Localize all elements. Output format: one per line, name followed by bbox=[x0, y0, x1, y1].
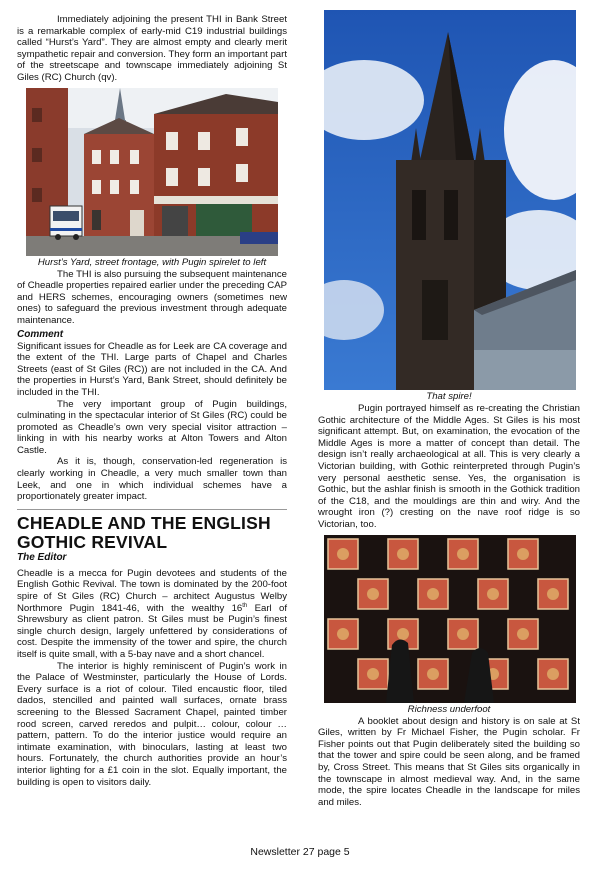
comment-heading: Comment bbox=[17, 328, 64, 340]
photo-hursts-yard bbox=[26, 88, 278, 256]
article2-para2: The interior is highly reminiscent of Pugin’s work in the Palace of Westminster, particularly the House of Lords. Every surface is a riot of colour. Tiled encaustic floor, tiled dados, stencilled and painted wall surfaces, ornate brass screening to the Blessed Sacrament Chapel, painted timber rood screen, carved reredos and pulpit… colour, colour … pattern, pattern. To do the interior justice would require an intimate examination, with binoculars, lasting at least two hours. Fortunately, the church authorities provide an hour’s interior lighting for a £1 coin in the slot. Equally important, the building is open to visitors daily. bbox=[17, 660, 287, 788]
page-footer: Newsletter 27 page 5 bbox=[250, 846, 350, 858]
right-column bbox=[318, 10, 580, 808]
photo2-caption: That spire! bbox=[426, 391, 472, 402]
article2-title: CHEADLE AND THE ENGLISH GOTHIC REVIVAL bbox=[17, 512, 271, 552]
article2-byline: The Editor bbox=[17, 551, 67, 563]
comment-para3: As it is, though, conservation-led regeneration is clearly working in Cheadle, a very much smaller town than Leek, and one in which individual schemes have a proportionately greater impact. bbox=[17, 456, 287, 503]
left-column bbox=[17, 14, 287, 788]
photo1-caption: Hurst’s Yard, street frontage, with Pugin spirelet to left bbox=[37, 256, 267, 268]
article1-para1: Immediately adjoining the present THI in Bank Street is a remarkable complex of early-mid C19 industrial buildings called “Hurst’s Yard”. They are almost empty and clearly merit sympathetic repair and conversion. They form an important part of the streetscape and townscape immediately adjoining St Giles (RC) Church (qv). bbox=[17, 14, 287, 83]
article2-para3: Pugin portrayed himself as re-creating the Christian Gothic architecture of the Middle Ages. St Giles is his most significant attempt. But, on examination, the evocation of the Middle Ages is more a matter of concept than detail. The design isn’t really archaeological at all. This is very clearly a Victorian building, with Gothic reinterpreted through Pugin’s very personal aesthetic sense. Yes, the organisation is Gothic, but the ashlar finish is smooth in the Gothick tradition of the C18, and the mouldings are thin and wiry. And the wrought iron (?) cresting on the nave roof ridge is so Victorian, too. bbox=[318, 403, 580, 530]
article2-para1: Cheadle is a mecca for Pugin devotees and students of the English Gothic Revival. The town is dominated by the 200-foot spire of St Giles (RC) Church – architect Augustus Welby Northmore Pugin 1841-46, with the wealthy 16th Earl of Shrewsbury as client patron. St Giles must be Pugin’s finest single church design, largely unfettered by considerations of cost. Despite the immensity of the tower and spire, the church itself is quite small, with a 5-bay nave and a short chancel. bbox=[17, 567, 287, 660]
article2-para4: A booklet about design and history is on sale at St Giles, written by Fr Michael Fisher, the Pugin scholar. Fr Fisher points out that Pugin deliberately sited the building so that the tower and spire could be seen along, and be framed by, Cross Street. This means that St Giles sits organically in the townscape in almost medieval way. And, in the same mode, the spire locates Cheadle in the landscape for miles and miles. bbox=[318, 715, 580, 808]
photo-spire bbox=[324, 10, 576, 390]
article1-para2: The THI is also pursuing the subsequent maintenance of Cheadle properties repaired earlier under the preceding CAP and HERS schemes, encouraging owners (sometimes new ones) to safeguard the previous investment through adequate maintenance. bbox=[17, 268, 287, 326]
photo-floor-tiles bbox=[324, 535, 576, 703]
comment-para1: Significant issues for Cheadle as for Leek are CA coverage and the extent of the THI. Large parts of Chapel and Charles Streets (east of St Giles (RC)) are not included in the CA. And the properties in Hurst’s Yard, Bank Street, should definitely be included in the THI. bbox=[17, 340, 287, 398]
comment-para2: The very important group of Pugin buildings, culminating in the spectacular interior of St Giles (RC) could be promoted as Cheadle’s own very special visitor attraction – linking in with his nearby works at Alton Towers and Alton Castle. bbox=[17, 398, 287, 456]
section-divider bbox=[17, 509, 287, 510]
photo3-caption: Richness underfoot bbox=[407, 703, 491, 715]
